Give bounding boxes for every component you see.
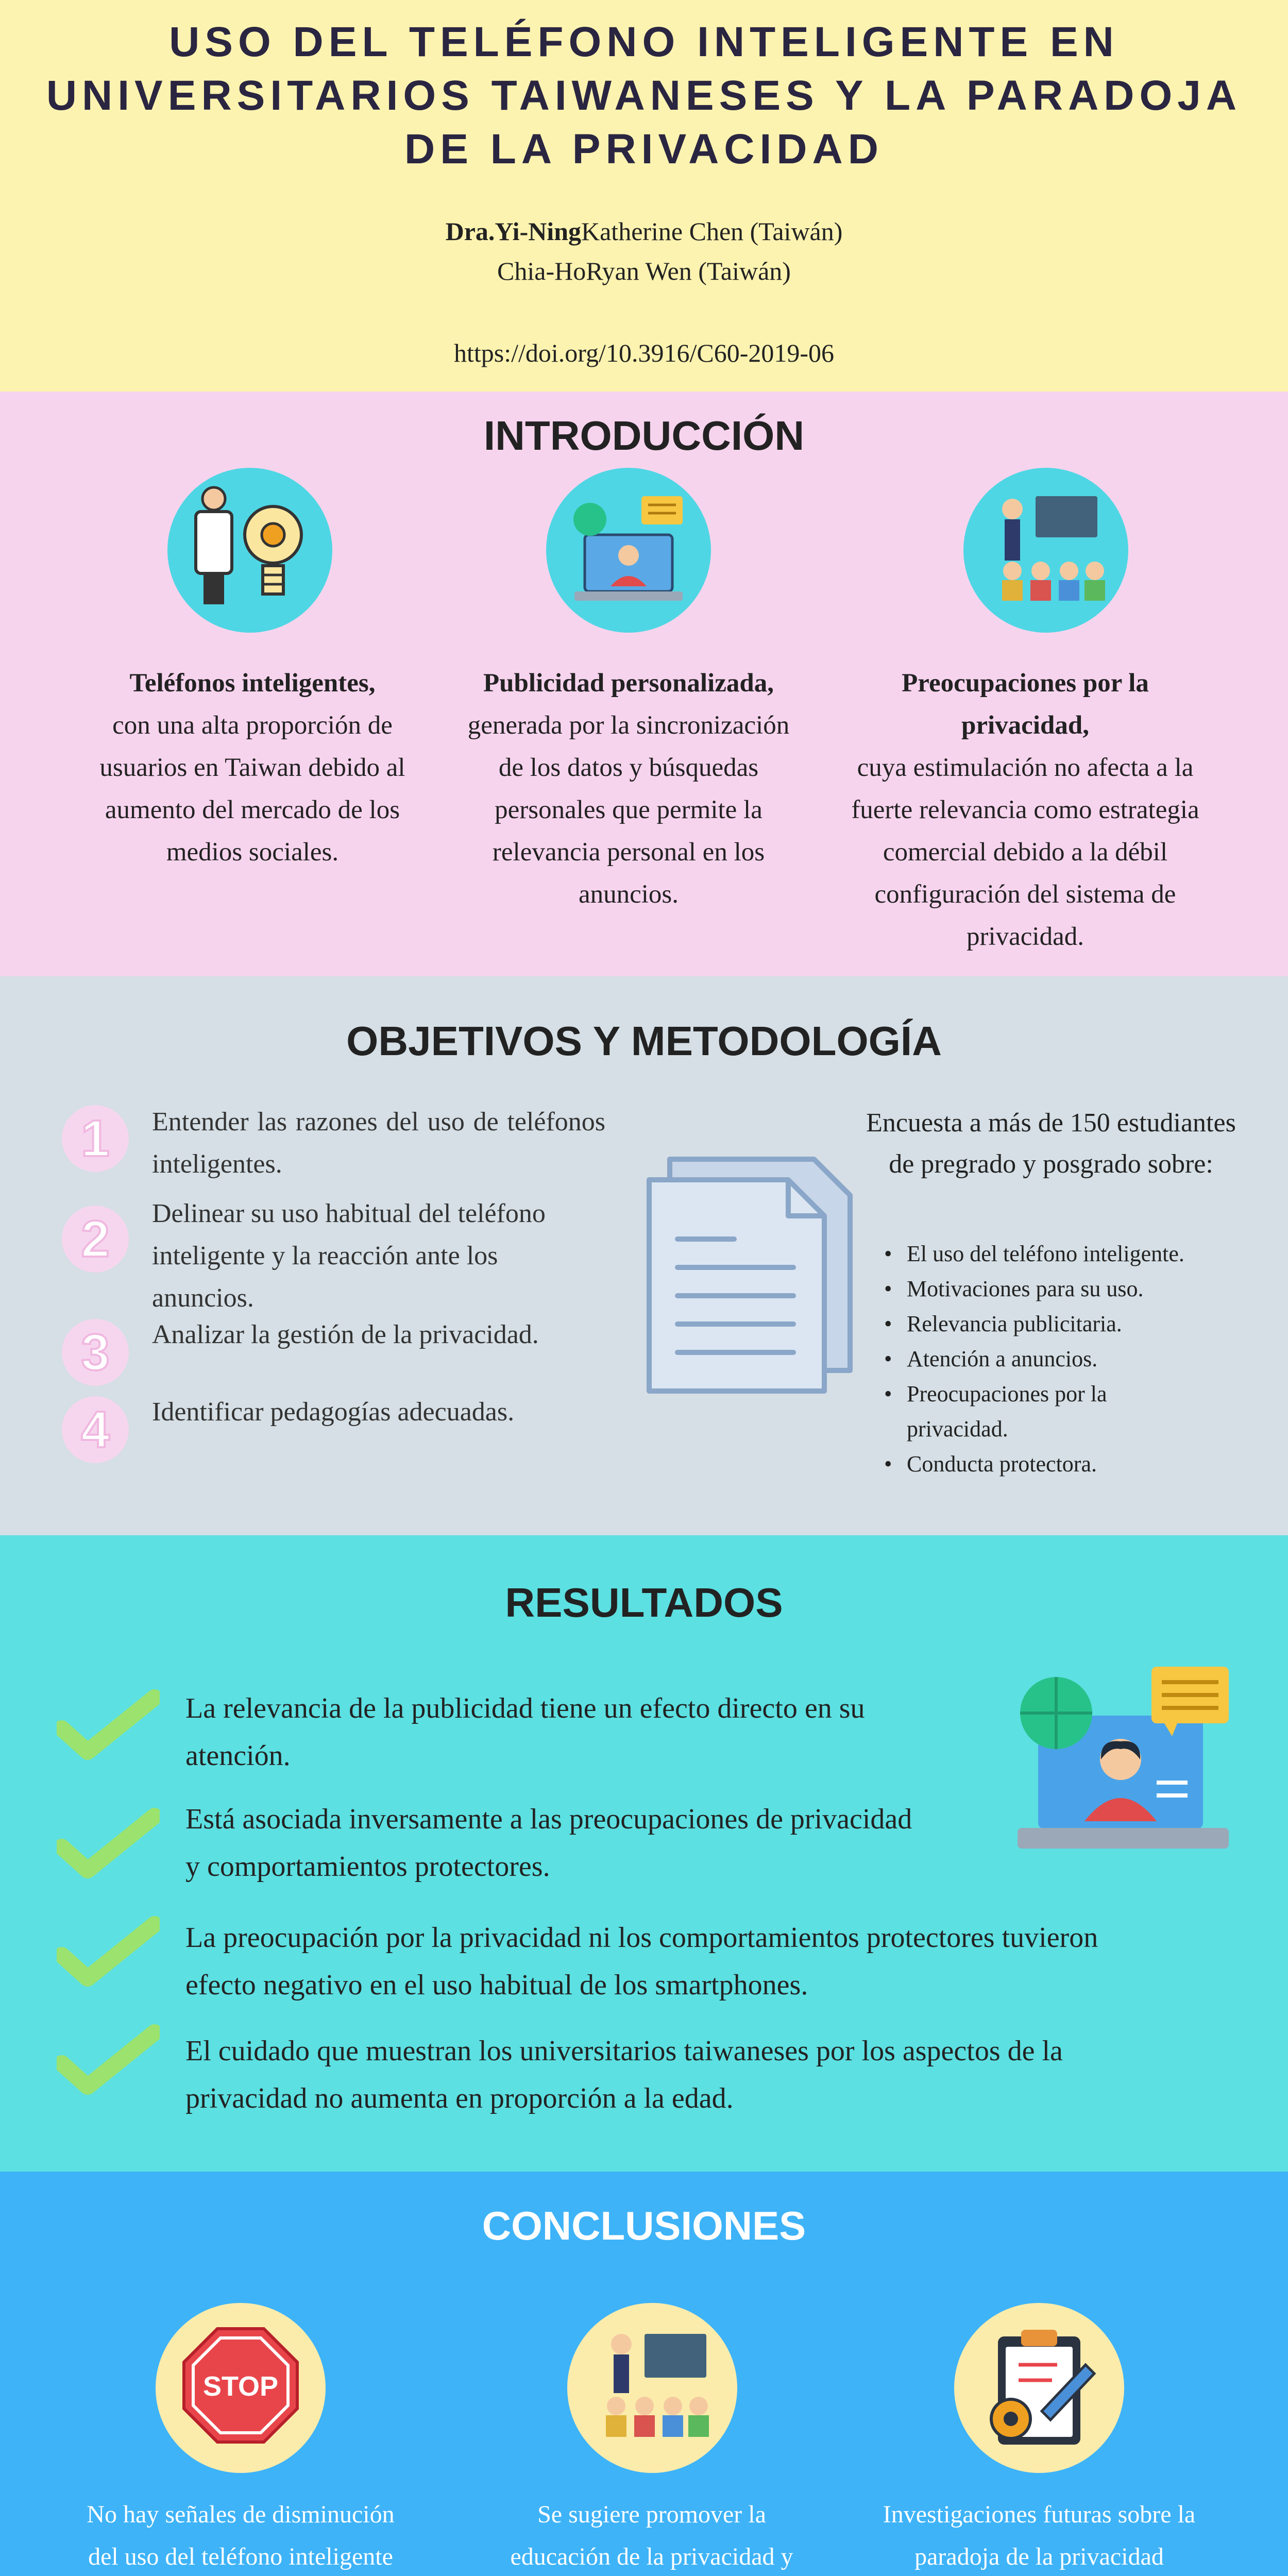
result-text-2: Está asociada inversamente a las preocupaciones de privacidad y comportamientos protectores. <box>185 1803 912 1883</box>
objective-number-1: 1 <box>62 1105 129 1172</box>
objective-number-3: 3 <box>62 1319 129 1386</box>
intro-col-3-bold: Preocupaciones por la privacidad, <box>902 669 1149 740</box>
intro-col-2-text: generada por la sincronización de los datos y búsquedas personales que permite la relevancia personal en los anuncios. <box>467 711 790 909</box>
survey-item: • Preocupaciones por la privacidad. <box>881 1377 1252 1447</box>
author-1-name: Dra.Yi-Ning <box>445 217 581 246</box>
documents-icon <box>639 1154 866 1396</box>
intro-title: INTRODUCCIÓN <box>483 413 805 459</box>
check-icon <box>57 1806 160 1883</box>
presentation-audience-icon <box>963 468 1128 633</box>
conclusiones-title: CONCLUSIONES <box>482 2203 806 2248</box>
result-text-4: El cuidado que muestran los universitarios taiwaneses por los aspectos de la privacidad no aumenta en proporción a la edad. <box>185 2035 1063 2114</box>
check-icon <box>57 1914 160 1991</box>
intro-col-2 <box>443 662 814 916</box>
smartphone-idea-icon <box>167 468 332 633</box>
intro-col-1-bold: Teléfonos inteligentes, <box>129 669 376 698</box>
survey-item: • Conducta protectora. <box>881 1447 1252 1482</box>
clipboard-gear-icon <box>954 2303 1124 2473</box>
resultados-section <box>0 1535 1288 2172</box>
laptop-ads-icon <box>1018 1664 1234 1860</box>
intro-col-3-text: cuya estimulación no afecta a la fuerte relevancia como estrategia comercial debido a la débil configuración del sistema de privacidad. <box>851 753 1199 951</box>
page-title: USO DEL TELÉFONO INTELIGENTE EN UNIVERSITARIOS TAIWANESES Y LA PARADOJA DE LA PRIVACIDAD <box>46 19 1242 173</box>
intro-col-1-text: con una alta proporción de usuarios en Taiwan debido al aumento del mercado de los medios sociales. <box>99 711 405 867</box>
conclusion-text-3: Investigaciones futuras sobre la paradoja de la privacidad <box>883 2501 1196 2570</box>
survey-item: • El uso del teléfono inteligente. <box>881 1236 1252 1272</box>
author-2: Chia-HoRyan Wen (Taiwán) <box>497 257 791 285</box>
doi-link[interactable]: https://doi.org/10.3916/C60-2019-06 <box>454 338 834 367</box>
stop-sign-icon <box>156 2303 326 2473</box>
survey-item: • Relevancia publicitaria. <box>881 1307 1252 1342</box>
objective-text-1: Entender las razones del uso de teléfonos inteligentes. <box>152 1107 605 1179</box>
author-1-rest: Katherine Chen (Taiwán) <box>581 217 843 246</box>
conclusiones-section <box>0 2172 1288 2576</box>
objective-number-2: 2 <box>62 1206 129 1273</box>
objetivos-title: OBJETIVOS Y METODOLOGÍA <box>346 1018 942 1064</box>
survey-intro: Encuesta a más de 150 estudiantes de pregrado y posgrado sobre: <box>866 1108 1236 1179</box>
check-icon <box>57 2022 160 2099</box>
stop-sign-label: STOP <box>202 2371 279 2402</box>
check-icon <box>57 1687 160 1765</box>
result-text-1: La relevancia de la publicidad tiene un efecto directo en su atención. <box>185 1692 865 1772</box>
objective-number-4: 4 <box>62 1396 129 1463</box>
result-text-3: La preocupación por la privacidad ni los comportamientos protectores tuvieron efecto negativo en el uso habitual de los smartphones. <box>185 1922 1098 2001</box>
conclusion-text-1: No hay señales de disminución del uso del teléfono inteligente <box>87 2501 395 2570</box>
laptop-ads-icon <box>546 468 711 633</box>
teacher-class-icon <box>567 2303 737 2473</box>
resultados-title: RESULTADOS <box>505 1580 783 1625</box>
objective-text-2: Delinear su uso habitual del teléfono inteligente y la reacción ante los anuncios. <box>152 1199 546 1313</box>
header-section <box>0 0 1288 392</box>
intro-col-3 <box>835 662 1216 958</box>
objective-text-4: Identificar pedagogías adecuadas. <box>152 1397 515 1427</box>
objetivos-section <box>0 976 1288 1535</box>
survey-item: • Atención a anuncios. <box>881 1342 1252 1377</box>
survey-item: • Motivaciones para su uso. <box>881 1272 1252 1307</box>
intro-section <box>0 392 1288 976</box>
intro-col-1 <box>67 662 438 873</box>
author-1 <box>0 216 1288 246</box>
conclusion-text-2: Se sugiere promover la educación de la privacidad y <box>510 2501 793 2570</box>
survey-list <box>881 1236 1252 1482</box>
objective-text-3: Analizar la gestión de la privacidad. <box>152 1320 539 1349</box>
intro-col-2-bold: Publicidad personalizada, <box>483 669 774 698</box>
